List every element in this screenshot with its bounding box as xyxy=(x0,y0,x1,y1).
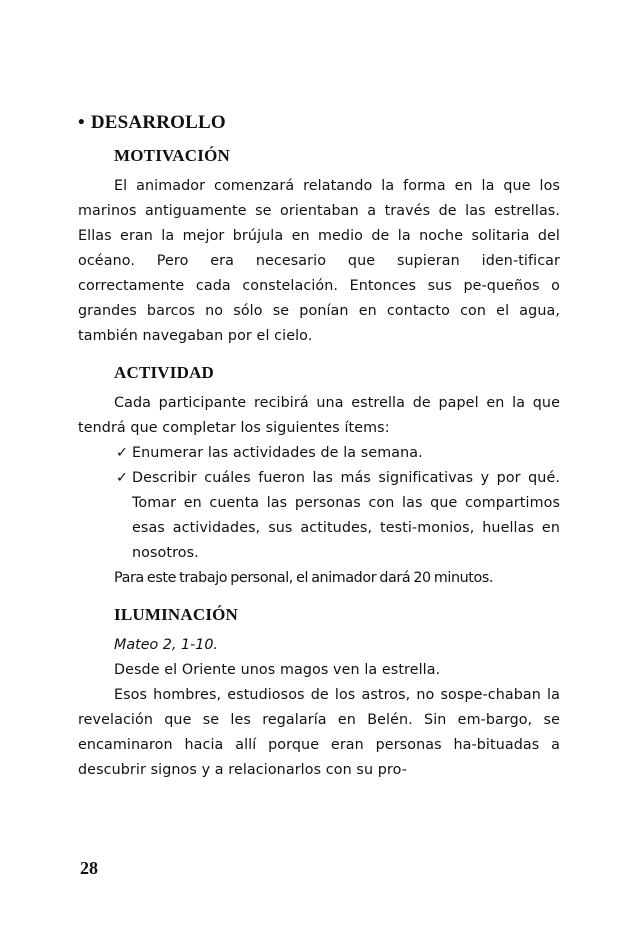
list-item xyxy=(116,441,560,466)
list-item-text: Describir cuáles fueron las más significativas y por qué. Tomar en cuenta las personas con las que compartimos esas actividades, sus actitudes, testi-monios, huellas en nosotros. xyxy=(132,470,560,561)
page-content xyxy=(78,112,560,783)
actividad-note: Para este trabajo personal, el animador dará 20 minutos. xyxy=(114,570,494,586)
actividad-heading: ACTIVIDAD xyxy=(114,363,215,382)
motivacion-paragraph: El animador comenzará relatando la forma en la que los marinos antiguamente se orientaban a través de las estrellas. Ellas eran la mejor brújula en medio de la noche solitaria del océano. Pero era necesario que supieran iden-tificar correctamente cada constelación. Entonces sus pe-queños o grandes barcos no sólo se ponían en contacto con el agua, también navegaban por el cielo. xyxy=(78,178,560,344)
bullet-icon: • xyxy=(78,112,85,133)
iluminacion-line: Desde el Oriente unos magos ven la estrella. xyxy=(114,662,441,678)
motivacion-heading: MOTIVACIÓN xyxy=(114,146,230,165)
iluminacion-heading: ILUMINACIÓN xyxy=(114,605,239,624)
checkmark-icon: ✓ xyxy=(116,445,129,461)
actividad-paragraph: Cada participante recibirá una estrella de papel en la que tendrá que completar los siguientes ítems: xyxy=(78,395,560,436)
checklist xyxy=(78,441,560,566)
checkmark-icon: ✓ xyxy=(116,470,129,486)
section-title: DESARROLLO xyxy=(90,112,226,133)
section-heading xyxy=(78,112,560,134)
page-number: 28 xyxy=(80,858,98,878)
list-item xyxy=(116,466,560,566)
bible-reference: Mateo 2, 1-10. xyxy=(114,637,218,653)
list-item-text: Enumerar las actividades de la semana. xyxy=(132,445,423,461)
iluminacion-paragraph: Esos hombres, estudiosos de los astros, no sospe-chaban la revelación que se les regalaría en Belén. Sin em-bargo, se encaminaron hacia allí porque eran personas ha-bituadas a descubrir signos y a relacionarlos con su pro- xyxy=(78,687,560,778)
